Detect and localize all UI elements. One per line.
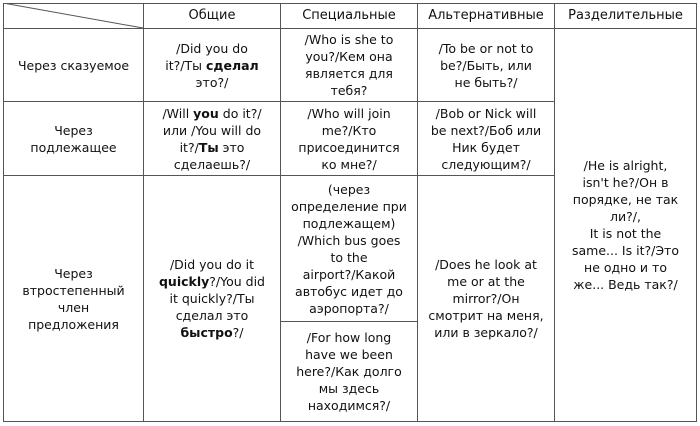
general-subject-example: /Will you do it?/ или /You will do it?/Ты это сделаешь?/ bbox=[162, 105, 262, 172]
general-secondary-example: /Did you do it quickly?/You did it quickly?/Ты сделал это быстро?/ bbox=[158, 257, 265, 340]
general-predicate-example: /Did you do it?/Ты сделал это?/ bbox=[165, 40, 259, 90]
disjunctive-example: /He is alright, isn't he?/Он в порядке, не так ли?/, It is not the same... Is it?/Это не одно и то же... Ведь так?/ bbox=[572, 158, 679, 292]
special-secondary-example-b: /For how long have we been here?/Как долго мы здесь находимся?/ bbox=[296, 330, 402, 413]
alternative-secondary-example: /Does he look at me or at the mirror?/Он смотрит на меня, или в зеркало?/ bbox=[428, 257, 544, 340]
row-label-predicate: Через сказуемое bbox=[17, 57, 130, 73]
special-predicate-example: /Who is she to you?/Кем она является для тебя? bbox=[304, 32, 394, 98]
header-disjunctive: Разделительные bbox=[568, 8, 683, 23]
special-subject-example: /Who will join me?/Кто присоединится ко мне?/ bbox=[298, 105, 400, 172]
special-secondary-example-a: (через определение при подлежащем) /Which bus goes to the airport?/Какой автобус идет до аэропорта?/ bbox=[291, 181, 407, 316]
row-label-secondary-member: Через втростепенный член предложения bbox=[22, 265, 125, 332]
alternative-subject-example: /Bob or Nick will be next?/Боб или Ник будет следующим?/ bbox=[430, 105, 542, 172]
header-general: Общие bbox=[188, 8, 236, 23]
row-label-subject: Через подлежащее bbox=[30, 122, 117, 155]
question-types-table bbox=[3, 3, 697, 422]
header-alternative: Альтернативные bbox=[428, 8, 544, 23]
alternative-predicate-example: /To be or not to be?/Быть, или не быть?/ bbox=[438, 40, 534, 90]
header-special: Специальные bbox=[302, 8, 396, 23]
